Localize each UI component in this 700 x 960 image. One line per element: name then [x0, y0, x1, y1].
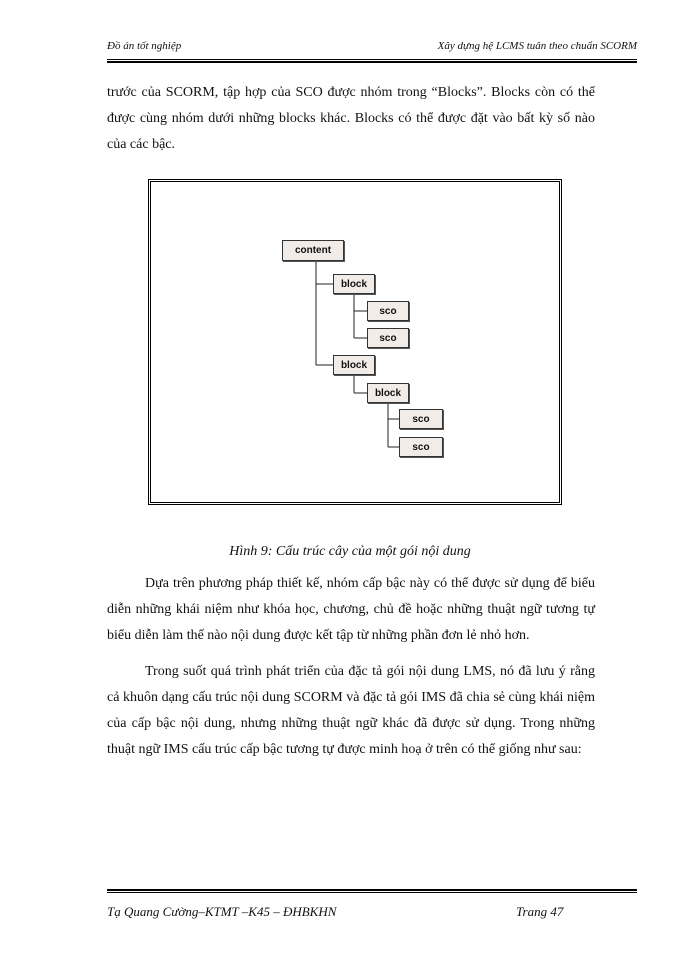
- paragraph-2: Dựa trên phương pháp thiết kế, nhóm cấp bậc này có thể được sử dụng để biểu diễn những khái niệm như khóa học, chương, chủ đề hoặc những thuật ngữ tương tự biểu diễn làm thế nào nội dung được kết tập từ những phần đơn lẻ nhỏ hơn.: [107, 576, 595, 643]
- header-left-title: Đồ án tốt nghiệp: [107, 40, 182, 52]
- tree-connectors: [151, 182, 559, 502]
- tree-node-sco: sco: [399, 409, 443, 429]
- tree-node-block: block: [367, 383, 409, 403]
- tree-node-sco: sco: [399, 437, 443, 457]
- figure-caption: Hình 9: Cấu trúc cây của một gói nội dung: [229, 544, 471, 559]
- paragraph-3: Trong suốt quá trình phát triển của đặc tả gói nội dung LMS, nó đã lưu ý rằng cả khuôn dạng cấu trúc nội dung SCORM và đặc tả gói IMS đã chia sẻ cùng khái niệm của cấp bậc nội dung, nhưng những thuật ngữ khác đã được sử dụng. Trong những thuật ngữ IMS cấu trúc cấp bậc tương tự được minh hoạ ở trên có thể giống như sau:: [107, 664, 595, 757]
- tree-node-sco: sco: [367, 301, 409, 321]
- footer-author: Tạ Quang Cường–KTMT –K45 – ĐHBKHN: [107, 904, 337, 919]
- paragraph-1: trước của SCORM, tập hợp của SCO được nhóm trong “Blocks”. Blocks còn có thể được cùng nhóm dưới những blocks khác. Blocks có thể được đặt vào bất kỳ số nào của các bậc.: [107, 85, 595, 152]
- page-header: [107, 40, 637, 60]
- tree-node-sco: sco: [367, 328, 409, 348]
- tree-figure: [150, 181, 560, 503]
- header-divider: [107, 59, 637, 63]
- page-number: Trang 47: [516, 904, 564, 919]
- footer-divider: [107, 889, 637, 893]
- tree-node-content: content: [282, 240, 344, 261]
- tree-node-block: block: [333, 274, 375, 294]
- tree-node-block: block: [333, 355, 375, 375]
- header-right-title: Xây dựng hệ LCMS tuân theo chuẩn SCORM: [437, 40, 637, 52]
